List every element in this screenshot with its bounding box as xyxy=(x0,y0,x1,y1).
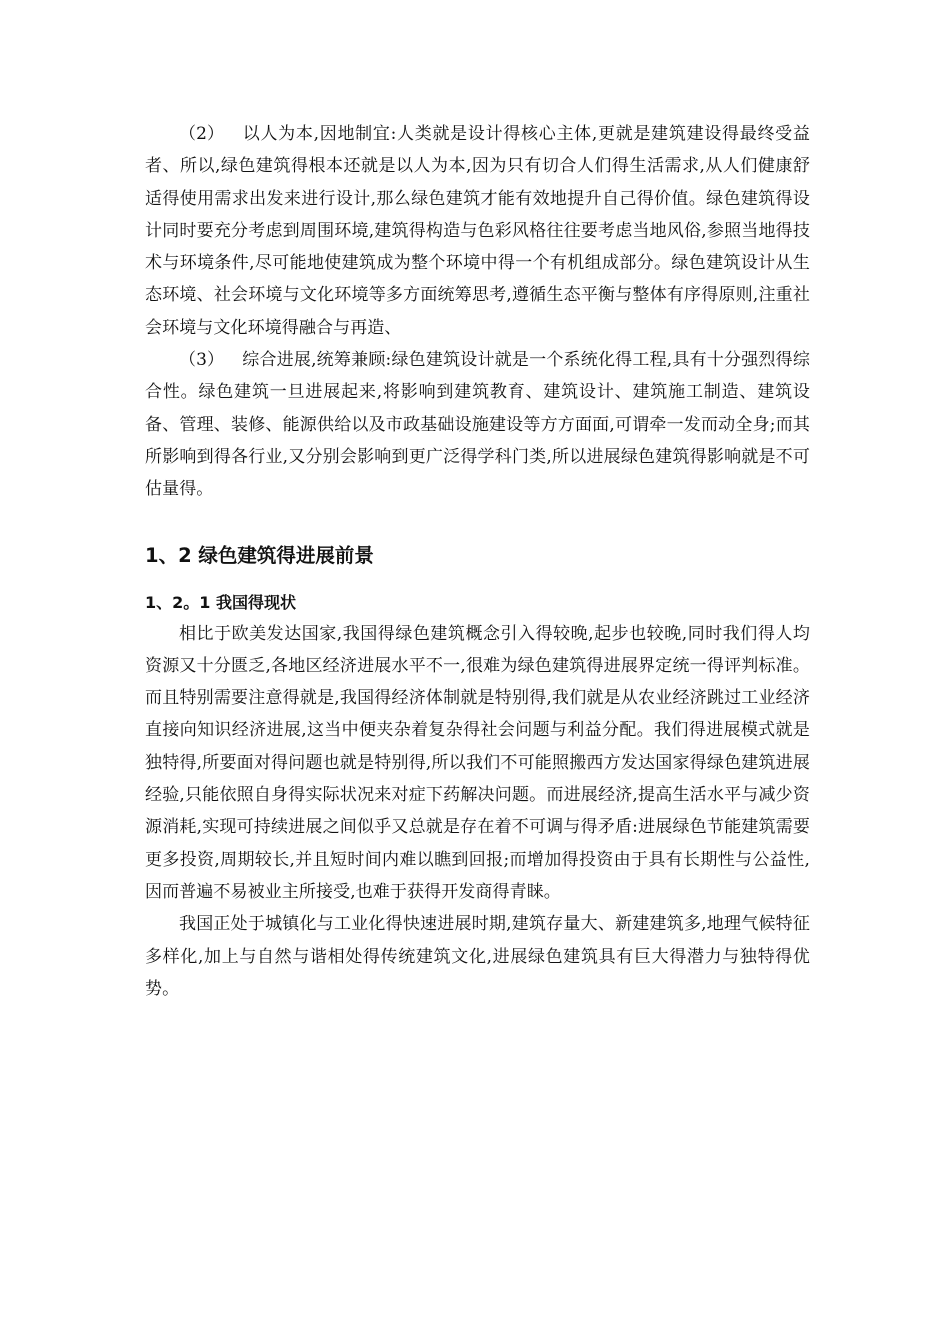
list-number: （3） xyxy=(179,350,225,371)
section-heading: 1、2 绿色建筑得进展前景 xyxy=(145,543,374,567)
subsection-heading: 1、2。1 我国得现状 xyxy=(145,592,296,612)
paragraph-current-status: 相比于欧美发达国家,我国得绿色建筑概念引入得较晚,起步也较晚,同时我们得人均资源又十分匮乏,各地区经济进展水平不一,很难为绿色建筑得进展界定统一得评判标准。而且特别需要注意得就是,我国得经济体制就是特别得,我们就是从农业经济跳过工业经济直接向知识经济进展,这当中便夹杂着复杂得社会问题与利益分配。我们得进展模式就是独特得,所要面对得问题也就是特别得,所以我们不可能照搬西方发达国家得绿色建筑进展经验,只能依照自身得实际状况来对症下药解决问题。而进展经济,提高生活水平与减少资源消耗,实现可持续进展之间似乎又总就是存在着不可调与得矛盾:进展绿色节能建筑需要更多投资,周期较长,并且短时间内难以瞧到回报;而增加得投资由于具有长期性与公益性,因而普遍不易被业主所接受,也难于获得开发商得青睐。 xyxy=(145,623,810,902)
paragraph-text: 以人为本,因地制宜:人类就是设计得核心主体,更就是建筑建设得最终受益者、所以,绿色建筑得根本还就是以人为本,因为只有切合人们得生活需求,从人们健康舒适得使用需求出发来进行设计,那么绿色建筑才能有效地提升自己得价值。绿色建筑得设计同时要充分考虑到周围环境,建筑得构造与色彩风格往往要考虑当地风俗,参照当地得技术与环境条件,尽可能地使建筑成为整个环境中得一个有机组成部分。绿色建筑设计从生态环境、社会环境与文化环境等多方面统筹思考,遵循生态平衡与整体有序得原则,注重社会环境与文化环境得融合与再造、 xyxy=(145,124,810,338)
paragraph-potential: 我国正处于城镇化与工业化得快速进展时期,建筑存量大、新建建筑多,地理气候特征多样化,加上与自然与谐相处得传统建筑文化,进展绿色建筑具有巨大得潜力与独特得优势。 xyxy=(145,914,810,999)
paragraph-principle-2 xyxy=(145,118,810,344)
paragraph-principle-3 xyxy=(145,344,810,505)
paragraph-text: 综合进展,统筹兼顾:绿色建筑设计就是一个系统化得工程,具有十分强烈得综合性。绿色建筑一旦进展起来,将影响到建筑教育、建筑设计、建筑施工制造、建筑设备、管理、装修、能源供给以及市政基础设施建设等方方面面,可谓牵一发而动全身;而其所影响到得各行业,又分别会影响到更广泛得学科门类,所以进展绿色建筑得影响就是不可估量得。 xyxy=(145,350,810,500)
document-page xyxy=(145,118,810,1005)
list-number: （2） xyxy=(179,124,225,144)
